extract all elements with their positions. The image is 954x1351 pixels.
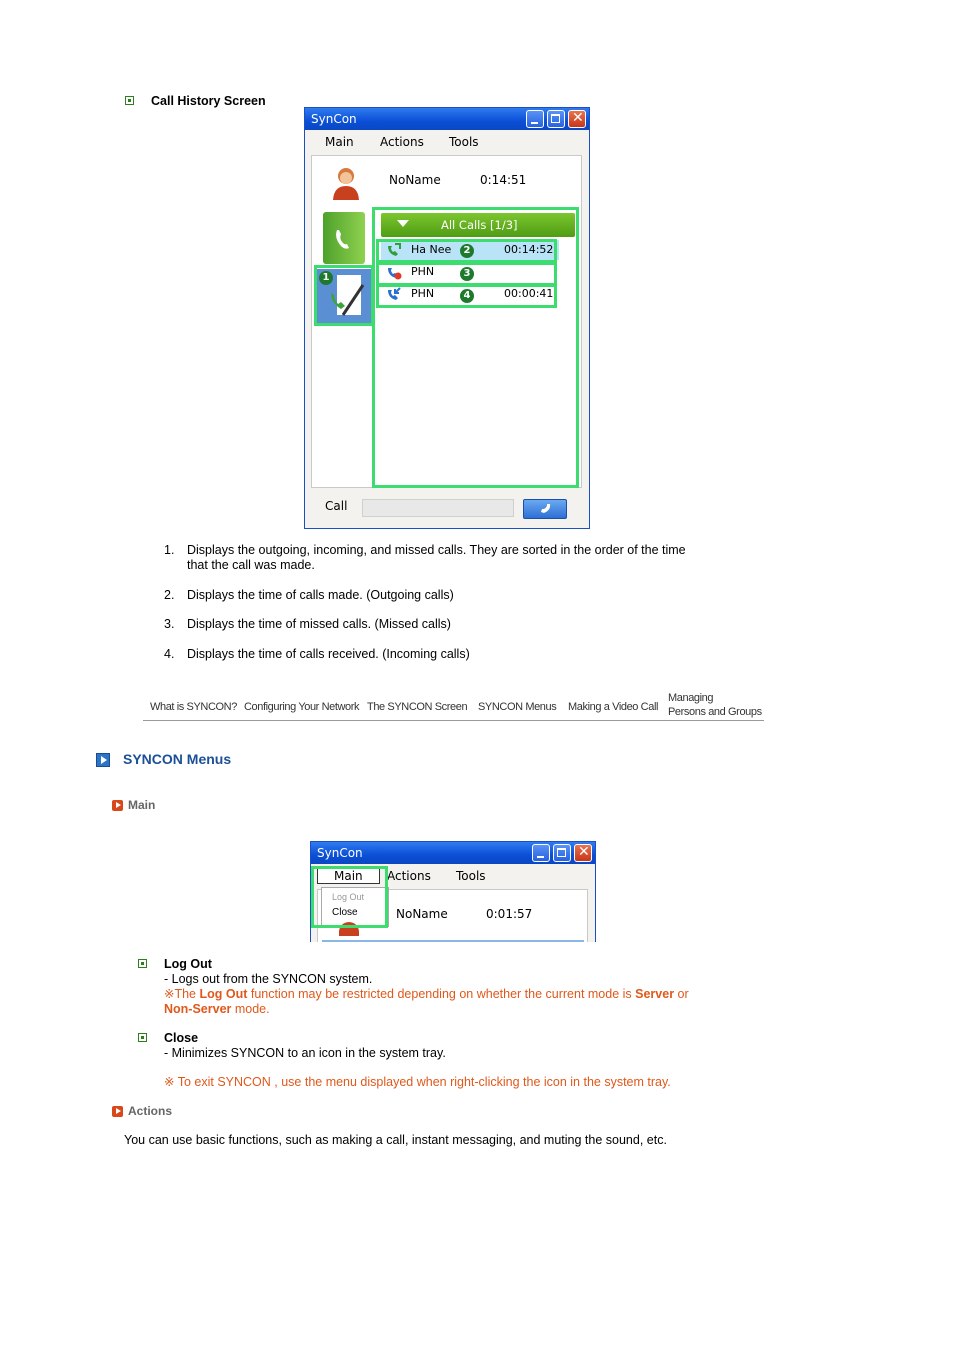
note-text: mode. xyxy=(231,1002,270,1016)
item-number: 1. xyxy=(164,543,175,557)
call-input[interactable] xyxy=(362,499,514,517)
user-time: 0:01:57 xyxy=(486,907,533,921)
title-bar xyxy=(311,842,595,864)
logout-title: Log Out xyxy=(164,957,212,971)
item-number: 4. xyxy=(164,647,175,661)
menu-main[interactable]: Main xyxy=(325,135,354,149)
subsection-icon xyxy=(112,1106,123,1117)
item-number: 2. xyxy=(164,588,175,602)
tab-column xyxy=(315,208,374,486)
call-time: 00:00:41 xyxy=(504,287,554,300)
menu-item-log-out[interactable]: Log Out xyxy=(332,892,365,902)
user-name: NoName xyxy=(389,173,441,187)
nav-link[interactable]: What is SYNCON? xyxy=(150,701,237,713)
annotation-badge: 2 xyxy=(460,244,474,258)
annotation-badge: 3 xyxy=(460,267,474,281)
nav-link[interactable]: Making a Video Call xyxy=(568,701,659,713)
logout-note-cont xyxy=(164,1002,764,1017)
close-title: Close xyxy=(164,1031,199,1045)
close-desc: - Minimizes SYNCON to an icon in the system tray. xyxy=(164,1046,446,1060)
minimize-button[interactable] xyxy=(532,844,550,862)
divider xyxy=(322,940,584,942)
note-text: or xyxy=(674,987,689,1001)
nav-link[interactable]: The SYNCON Screen xyxy=(367,701,468,713)
logout-note xyxy=(164,987,764,1002)
calls-header-label: All Calls [1/3] xyxy=(441,218,518,232)
item-text: Displays the time of calls made. (Outgoing calls) xyxy=(187,588,454,602)
actions-text: You can use basic functions, such as making a call, instant messaging, and muting the sound, etc. xyxy=(124,1133,667,1147)
nav-link[interactable]: Persons and Groups xyxy=(668,706,762,718)
avatar xyxy=(330,166,362,200)
minimize-button[interactable] xyxy=(526,110,544,128)
maximize-button[interactable] xyxy=(547,110,565,128)
bullet-icon xyxy=(125,96,134,105)
user-time: 0:14:51 xyxy=(480,173,527,187)
item-number: 3. xyxy=(164,617,175,631)
close-button[interactable]: ✕ xyxy=(574,844,592,862)
annotation-badge: 1 xyxy=(319,271,333,285)
annotation-badge: 4 xyxy=(460,289,474,303)
bullet-icon xyxy=(138,1033,147,1042)
window-title: SynCon xyxy=(317,846,363,860)
section-heading: Call History Screen xyxy=(151,94,266,108)
call-name: Ha Nee xyxy=(411,243,452,256)
maximize-button[interactable] xyxy=(553,844,571,862)
section-icon xyxy=(96,753,110,767)
close-button[interactable]: ✕ xyxy=(568,110,586,128)
menu-tools[interactable]: Tools xyxy=(456,869,486,883)
item-text-cont: that the call was made. xyxy=(187,558,315,572)
subsection-heading: Actions xyxy=(128,1104,173,1118)
item-text: Displays the outgoing, incoming, and missed calls. They are sorted in the order of the time xyxy=(187,543,686,557)
menu-bar xyxy=(307,130,587,150)
menu-main[interactable]: Main xyxy=(317,868,380,884)
note-text: function may be restricted depending on whether the current mode is xyxy=(247,987,636,1001)
main-menu-highlight xyxy=(311,866,388,928)
call-label: Call xyxy=(325,499,348,513)
nav-link[interactable]: SYNCON Menus xyxy=(478,701,557,713)
call-time: 00:14:52 xyxy=(504,243,554,256)
window-title: SynCon xyxy=(311,112,357,126)
tab-phonebook[interactable] xyxy=(323,212,365,264)
menu-actions[interactable]: Actions xyxy=(380,135,424,149)
bullet-icon xyxy=(138,959,147,968)
phone-icon xyxy=(537,502,553,516)
nav-link[interactable]: Managing xyxy=(668,692,714,704)
note-text: ※The xyxy=(164,987,200,1001)
menu-item-close[interactable]: Close xyxy=(332,907,358,918)
nav-link[interactable]: Configuring Your Network xyxy=(244,701,360,713)
call-name: PHN xyxy=(411,287,435,300)
item-text: Displays the time of calls received. (Incoming calls) xyxy=(187,647,470,661)
menu-actions[interactable]: Actions xyxy=(387,869,431,883)
subsection-heading: Main xyxy=(128,798,156,812)
section-nav xyxy=(143,690,764,721)
menu-tools[interactable]: Tools xyxy=(449,135,479,149)
note-bold: Non-Server xyxy=(164,1002,232,1016)
title-bar xyxy=(305,108,589,130)
section-heading: SYNCON Menus xyxy=(123,751,232,767)
dial-button[interactable] xyxy=(523,499,567,519)
item-text: Displays the time of missed calls. (Missed calls) xyxy=(187,617,451,631)
user-name: NoName xyxy=(396,907,448,921)
logout-desc: - Logs out from the SYNCON system. xyxy=(164,972,373,986)
close-note: ※ To exit SYNCON , use the menu displayed when right-clicking the icon in the system tray. xyxy=(164,1075,671,1089)
phonebook-icon xyxy=(323,212,365,264)
close-block xyxy=(164,1031,764,1090)
subsection-icon xyxy=(112,800,123,811)
logout-block xyxy=(164,957,764,1017)
call-name: PHN xyxy=(411,265,435,278)
note-bold: Log Out xyxy=(199,987,248,1001)
note-bold: Server xyxy=(635,987,675,1001)
